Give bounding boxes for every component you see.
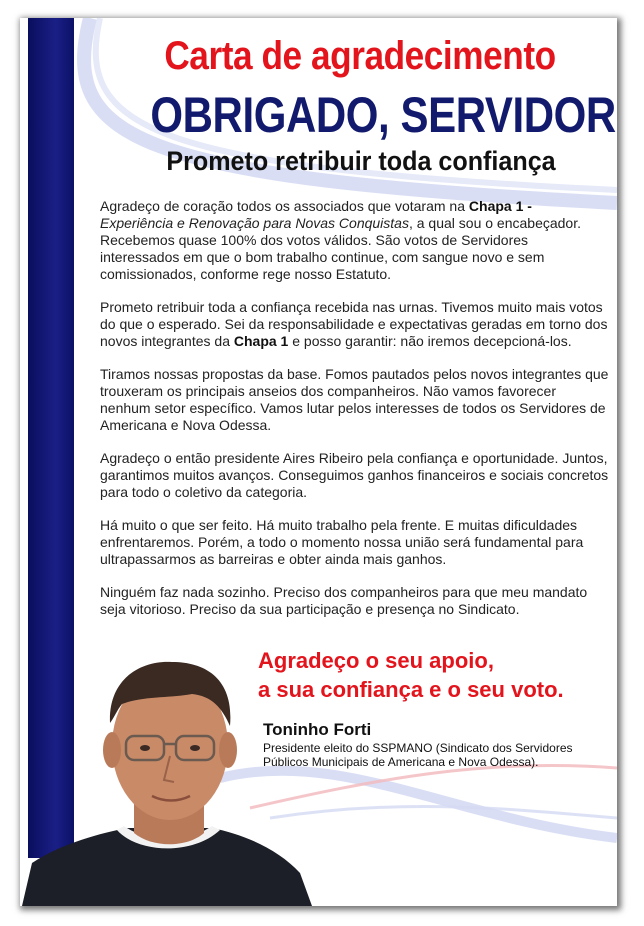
paragraph-4: Agradeço o então presidente Aires Ribeiro pela confiança e oportunidade. Juntos, garantimos muitos avanços. Conseguimos ganhos financeiros e sociais concretos para todo o coletivo da categoria.: [100, 450, 609, 500]
paragraph-5: Há muito o que ser feito. Há muito trabalho pela frente. E muitas dificuldades enfrentaremos. Porém, a todo o momento nossa união será fundamental para ultrapassarmos as barreiras e obter ainda mais ganhos.: [100, 517, 584, 567]
headline: OBRIGADO, SERVIDOR: [150, 87, 616, 143]
closing-line-1: Agradeço o seu apoio,: [258, 648, 494, 673]
signer-name: Toninho Forti: [263, 720, 372, 739]
paragraph-3: Tiramos nossas propostas da base. Fomos pautados pelos novos integrantes que trouxeram os principais anseios dos companheiros. Não vamos favorecer nenhum setor específico. Vamos lutar pelos interesses de todos os Servidores de Americana e Nova Odessa.: [100, 366, 609, 433]
paragraph-6: Ninguém faz nada sozinho. Preciso dos companheiros para que meu mandato seja vitorioso. Preciso da sua participação e presença no Sindicato.: [100, 584, 588, 617]
signer-role: Presidente eleito do SSPMANO (Sindicato dos Servidores Públicos Municipais de Americana e Nova Odessa).: [263, 741, 573, 769]
subtitle: Prometo retribuir toda confiança: [166, 146, 556, 176]
letter-sheet: [20, 18, 617, 906]
closing-line-2: a sua confiança e o seu voto.: [258, 677, 564, 702]
letter-body: [100, 198, 610, 634]
letter-title: Carta de agradecimento: [164, 34, 556, 78]
signer-photo: [22, 638, 312, 906]
paragraph-1: Agradeço de coração todos os associados que votaram na Chapa 1 - Experiência e Renovação para Novas Conquistas, a qual sou o encabeçador. Recebemos quase 100% dos votos válidos. São votos de Servidores interessados em que o bom trabalho continue, com sangue novo e sem comissionados, conforme rege nosso Estatuto.: [100, 198, 581, 282]
paragraph-2: Prometo retribuir toda a confiança recebida nas urnas. Tivemos muito mais votos do que o esperado. Sei da responsabilidade e expectativas geradas em torno dos novos integrantes da Chapa 1 e posso garantir: não iremos decepcioná-los.: [100, 299, 608, 349]
